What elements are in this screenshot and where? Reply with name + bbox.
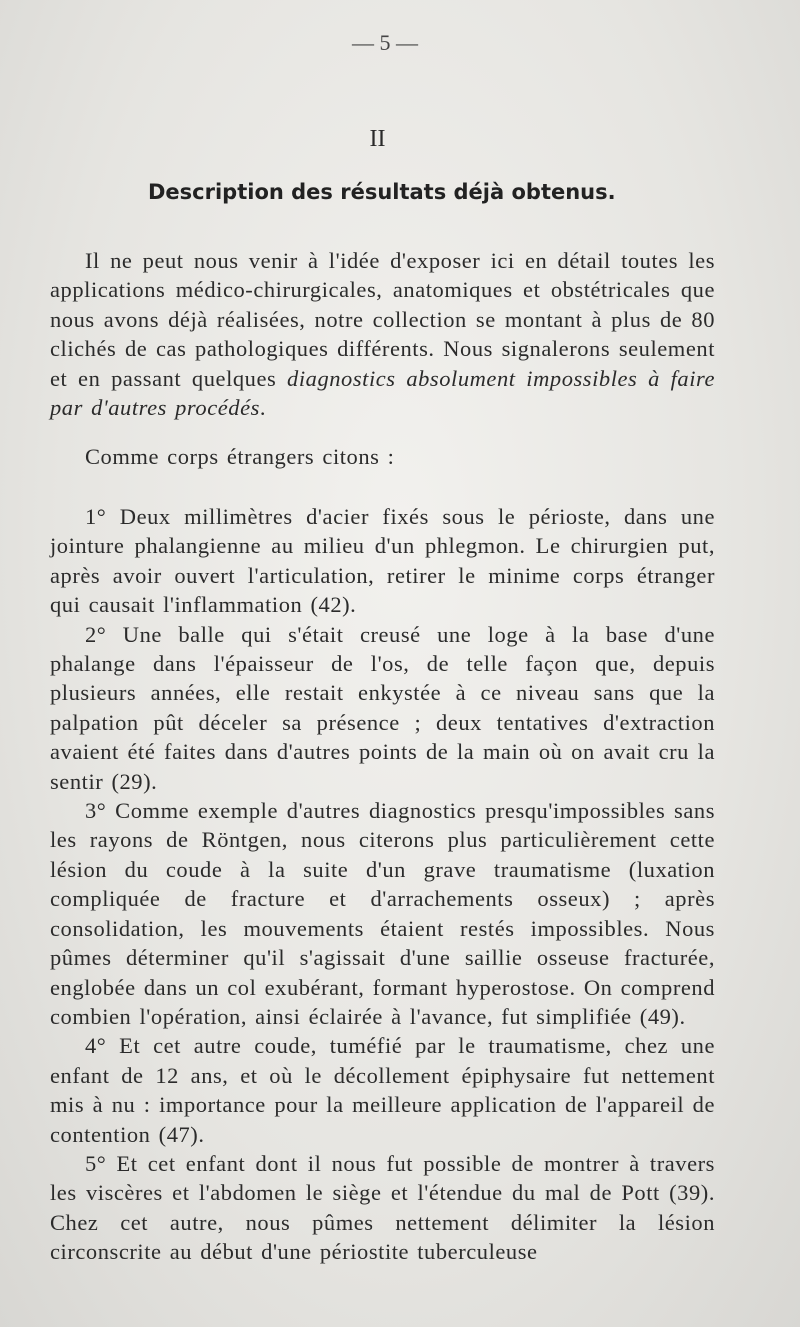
section-number: II	[369, 126, 386, 152]
list-item-marker: 3°	[85, 798, 107, 824]
intro-text: Il ne peut nous venir à l'idée d'exposer ici en détail toutes les applications médico-chirurgicales, anatomiques et obstétricales que nous avons déjà réalisées, notre collection se montant à plus de 80 clichés de cas pathologiques différents. Nous signalerons seulement et en passant quelques	[50, 248, 715, 391]
list-item-text: Deux millimètres d'acier fixés sous le périoste, dans une jointure phalangienne au milieu d'un phlegmon. Le chirurgien put, après avoir ouvert l'articulation, retirer le minime corps étranger qui causait l'inflammation (42).	[50, 504, 715, 618]
list-item-marker: 1°	[85, 504, 107, 529]
list-item-2	[50, 620, 715, 796]
list-item-marker: 4°	[85, 1033, 107, 1059]
list-item-marker: 5°	[85, 1150, 107, 1176]
list-item-1	[50, 502, 715, 620]
section-title: Description des résultats déjà obtenus.	[148, 180, 616, 204]
list-item-text: Et cet enfant dont il nous fut possible de montrer à travers les viscères et l'abdomen le siège et l'étendue du mal de Pott (39). Chez cet autre, nous pûmes nettement délimiter la lésion circonscrite au début d'une périostite tuberculeuse	[50, 1150, 715, 1265]
list-item-text: Comme exemple d'autres diagnostics presqu'impossibles sans les rayons de Röntgen, nous citerons plus particulièrement cette lésion du coude à la suite d'un grave traumatisme (luxation compliquée de fracture et d'arrachements osseux) ; après consolidation, les mouvements étaient restés impossibles. Nous pûmes déterminer qu'il s'agissait d'une saillie osseuse fracturée, englobée dans un col exubérant, formant hyperostose. On comprend combien l'opération, ainsi éclairée à l'avance, fut simplifiée (49).	[50, 798, 715, 1029]
intro-paragraph	[50, 246, 715, 422]
intro-paragraph-block	[50, 246, 715, 422]
intro-text-end: .	[259, 395, 267, 421]
list-item-text: Et cet autre coude, tuméfié par le traumatisme, chez une enfant de 12 ans, et où le décollement épiphysaire fut nettement mis à nu : importance pour la meilleure application de l'appareil de contention (47).	[50, 1033, 715, 1147]
list-item-text: Une balle qui s'était creusé une loge à la base d'une phalange dans l'épaisseur de l'os, de telle façon que, depuis plusieurs années, elle restait enkystée à ce niveau sans que la palpation pût déceler sa présence ; deux tentatives d'extraction avaient été faites dans d'autres points de la main où on avait cru la sentir (29).	[50, 621, 715, 794]
list-item-3	[50, 796, 715, 1031]
list-item-marker: 2°	[85, 621, 107, 647]
list-item-4	[50, 1031, 715, 1149]
page-number: — 5 —	[352, 30, 418, 55]
intro-italic-text: diagnostics absolument impossibles à faire par d'autres procédés	[50, 365, 716, 421]
list-item-5	[50, 1149, 715, 1267]
list-intro-block	[50, 442, 715, 471]
numbered-list	[50, 502, 715, 1267]
list-intro: Comme corps étrangers citons :	[85, 444, 395, 469]
